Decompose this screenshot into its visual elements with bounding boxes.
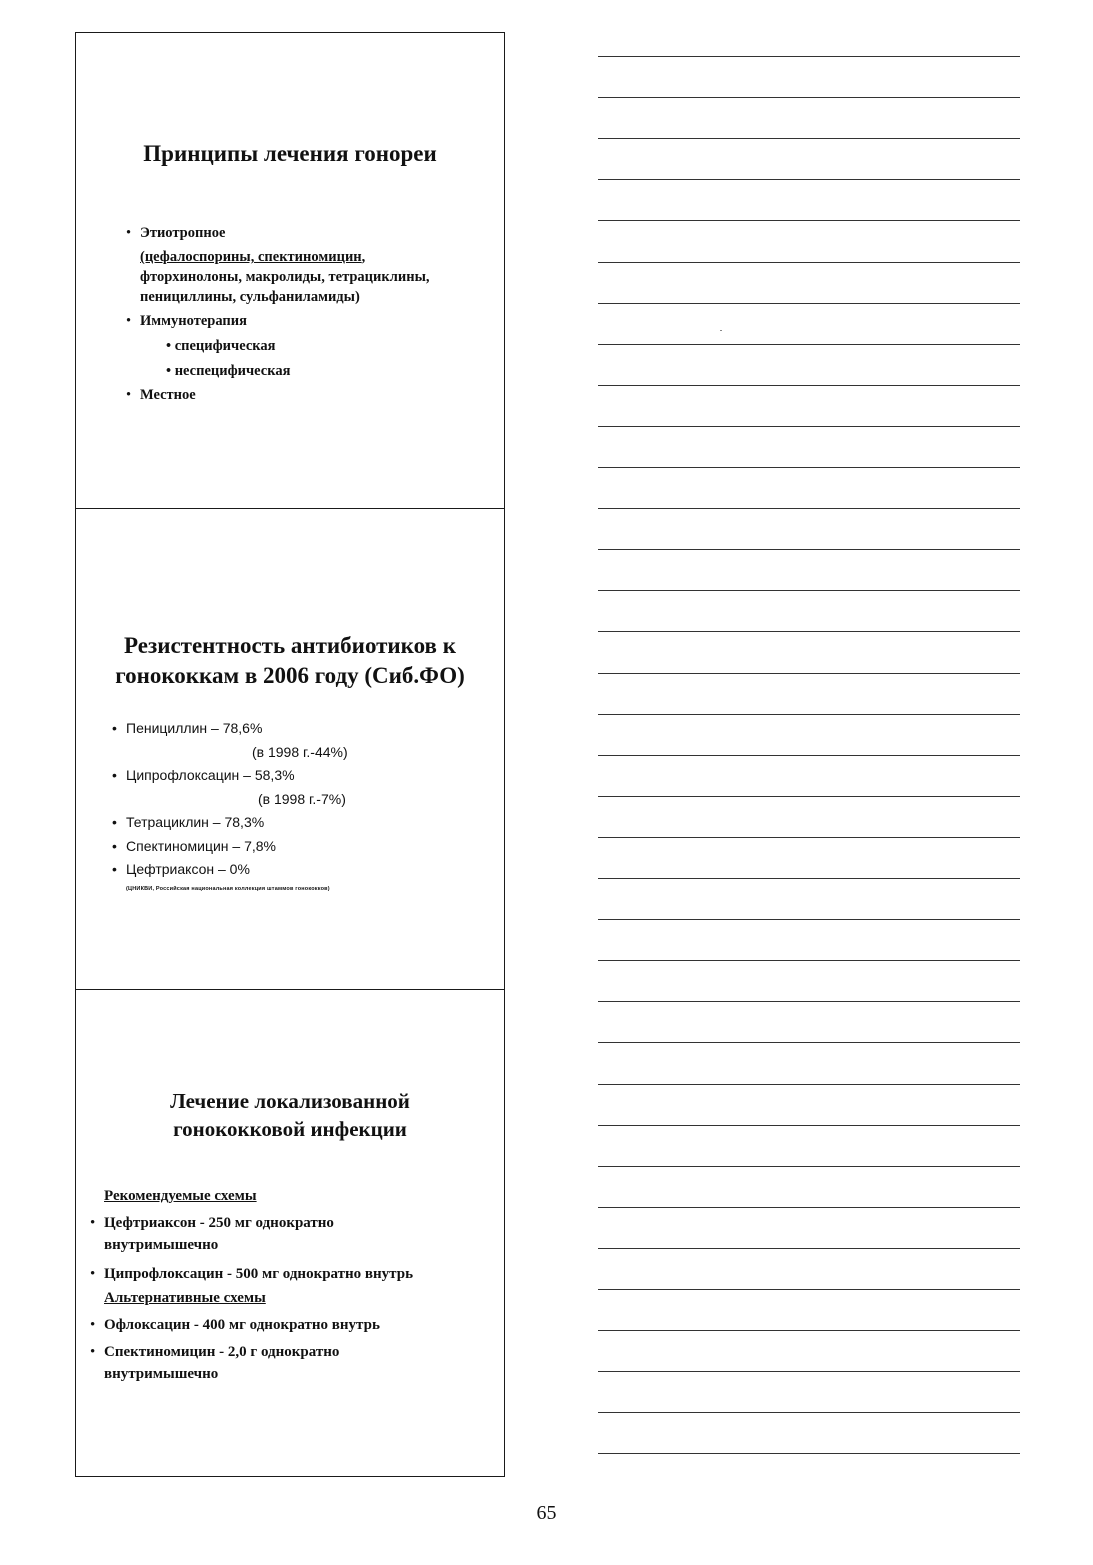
- ruled-line: [598, 590, 1020, 591]
- slide-title-line2: гонококкам в 2006 году (Сиб.ФО): [115, 663, 465, 688]
- slide-localized-infection-treatment: [75, 989, 505, 1477]
- ruled-line: [598, 714, 1020, 715]
- ruled-line: [598, 837, 1020, 838]
- slide-antibiotic-resistance: [75, 508, 505, 990]
- ruled-line: [598, 56, 1020, 57]
- ruled-line: [598, 220, 1020, 221]
- ruled-line: [598, 1166, 1020, 1167]
- recommended-item-ceftriaxone: • Цефтриаксон - 250 мг однократно: [104, 1212, 413, 1234]
- recommended-heading: Рекомендуемые схемы: [104, 1188, 257, 1204]
- alternative-heading: Альтернативные схемы: [104, 1290, 266, 1306]
- ruled-line: [598, 1412, 1020, 1413]
- bullet-etiotropic: • Этиотропное: [140, 223, 430, 243]
- ruled-line: [598, 138, 1020, 139]
- ruled-line: [598, 1125, 1020, 1126]
- ruled-line: [598, 508, 1020, 509]
- list-item-ciprofloxacin: • Ципрофлоксацин – 58,3%: [126, 764, 348, 788]
- list-item-ceftriaxone: • Цефтриаксон – 0%: [126, 858, 348, 882]
- scan-speck: [720, 330, 722, 331]
- recommended-item-ceftriaxone-cont: внутримышечно: [104, 1237, 219, 1253]
- ruled-line: [598, 344, 1020, 345]
- recommended-item-ciprofloxacin: • Ципрофлоксацин - 500 мг однократно внутрь: [104, 1263, 413, 1285]
- note-ciprofloxacin-1998: (в 1998 г.-7%): [258, 790, 346, 807]
- ruled-line: [598, 631, 1020, 632]
- ruled-line: [598, 755, 1020, 756]
- ruled-line: [598, 960, 1020, 961]
- slide-treatment-principles: [75, 32, 505, 509]
- slide-title-line1: Резистентность антибиотиков к: [124, 633, 456, 658]
- ruled-line: [598, 1084, 1020, 1085]
- ruled-line: [598, 262, 1020, 263]
- ruled-line: [598, 549, 1020, 550]
- ruled-line: [598, 1289, 1020, 1290]
- treatment-schemes: [104, 1185, 413, 1385]
- ruled-line: [598, 1453, 1020, 1454]
- bullet-detail-line2: фторхинолоны, макролиды, тетрациклины,: [140, 269, 430, 285]
- ruled-line: [598, 796, 1020, 797]
- ruled-line: [598, 426, 1020, 427]
- ruled-line: [598, 179, 1020, 180]
- ruled-line: [598, 467, 1020, 468]
- list-item-penicillin: • Пенициллин – 78,6%: [126, 717, 348, 741]
- ruled-line: [598, 385, 1020, 386]
- sub-bullet-specific: • специфическая: [166, 336, 430, 356]
- ruled-line: [598, 1042, 1020, 1043]
- list-item-spectinomycin: • Спектиномицин – 7,8%: [126, 835, 348, 859]
- ruled-line: [598, 919, 1020, 920]
- slide-title-line1: Лечение локализованной: [170, 1089, 410, 1113]
- page-number: 65: [536, 1502, 557, 1524]
- list-item-tetracycline: • Тетрациклин – 78,3%: [126, 811, 348, 835]
- ruled-line: [598, 1001, 1020, 1002]
- alternative-item-spectinomycin: • Спектиномицин - 2,0 г однократно: [104, 1341, 413, 1363]
- bullet-local: • Местное: [140, 385, 430, 405]
- slide-title-line2: гонококковой инфекции: [173, 1117, 407, 1141]
- ruled-line: [598, 878, 1020, 879]
- ruled-line: [598, 97, 1020, 98]
- ruled-line: [598, 1207, 1020, 1208]
- source-note: (ЦНИКВИ, Российская национальная коллекция штаммов гонококков): [126, 885, 330, 892]
- resistance-list: [126, 717, 348, 901]
- bullet-list: [140, 223, 430, 405]
- ruled-line: [598, 1248, 1020, 1249]
- ruled-line: [598, 303, 1020, 304]
- alternative-item-ofloxacin: • Офлоксацин - 400 мг однократно внутрь: [104, 1314, 413, 1336]
- bullet-detail-line3: пенициллины, сульфаниламиды): [140, 289, 360, 305]
- note-penicillin-1998: (в 1998 г.-44%): [252, 743, 348, 760]
- sub-bullet-nonspecific: • неспецифическая: [166, 361, 430, 381]
- bullet-detail-line1: (цефалоспорины, спектиномицин,: [140, 249, 366, 265]
- slide-title: Принципы лечения гонореи: [143, 141, 437, 166]
- ruled-line: [598, 673, 1020, 674]
- alternative-item-spectinomycin-cont: внутримышечно: [104, 1366, 219, 1382]
- ruled-line: [598, 1330, 1020, 1331]
- ruled-line: [598, 1371, 1020, 1372]
- bullet-immunotherapy: • Иммунотерапия: [140, 311, 430, 331]
